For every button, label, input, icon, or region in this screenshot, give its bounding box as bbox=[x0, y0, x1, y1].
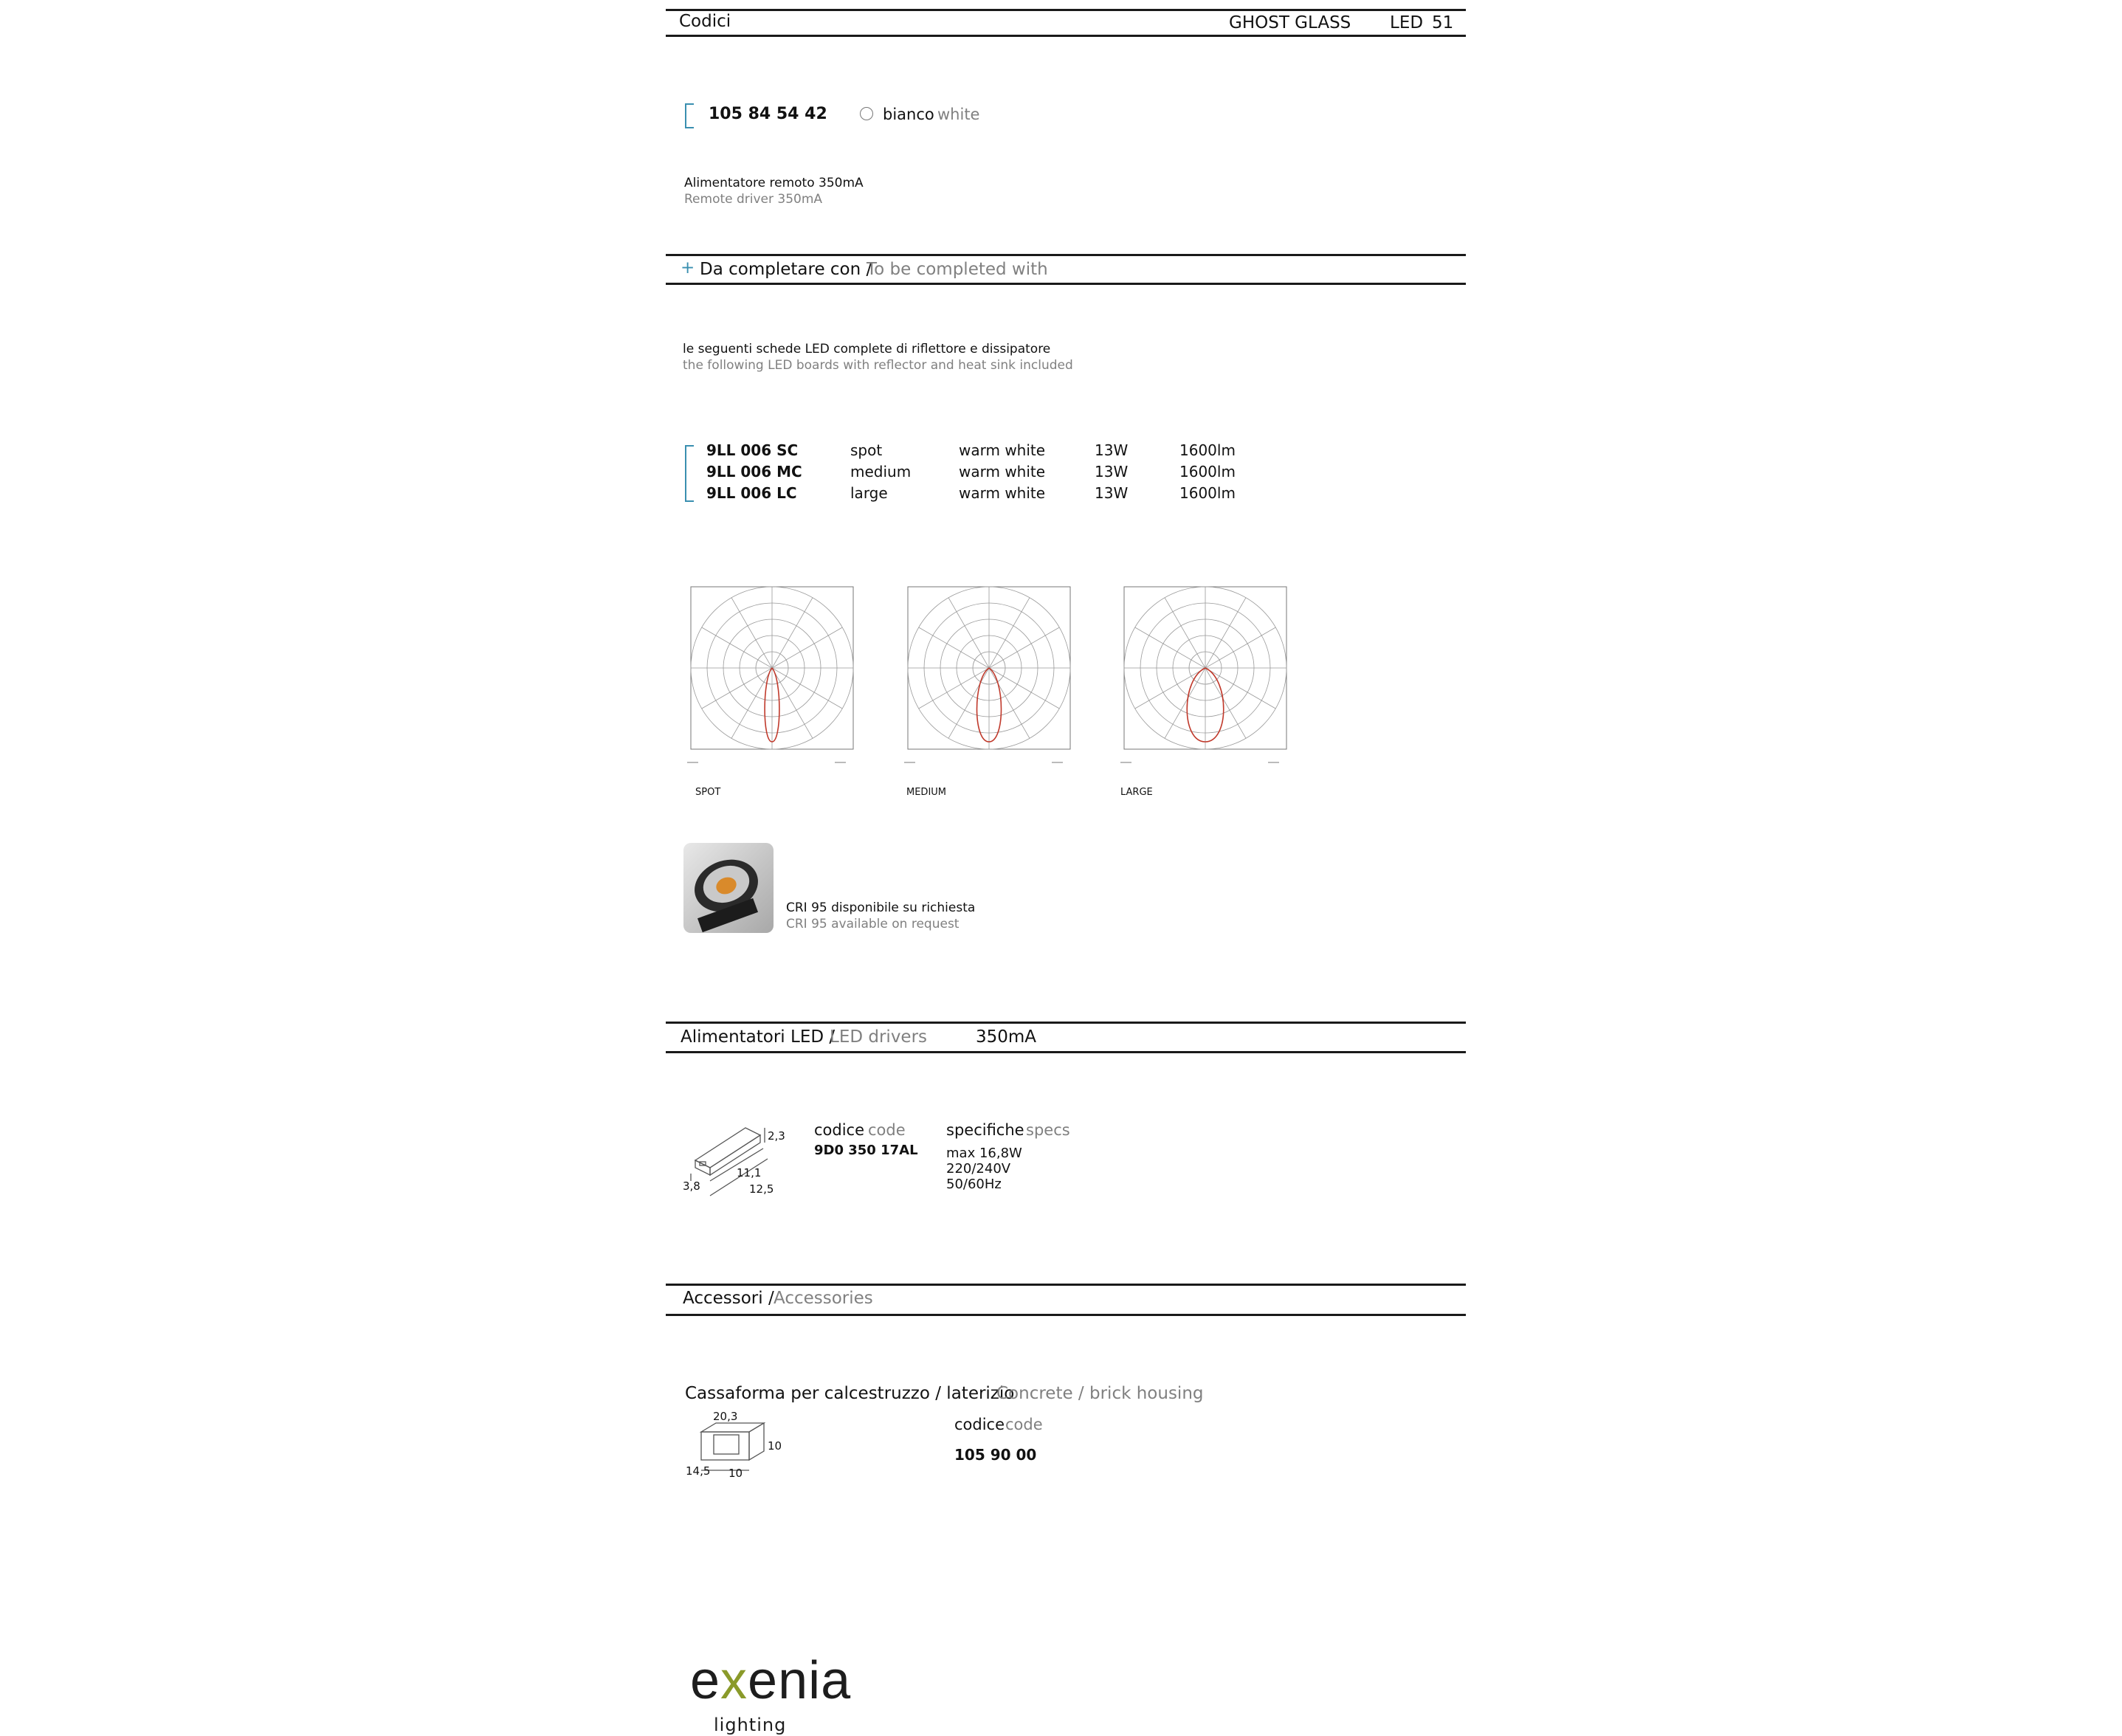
drivers-title-it: Alimentatori LED / bbox=[681, 1027, 836, 1047]
main-code: 105 84 54 42 bbox=[709, 105, 827, 123]
dim-total: 12,5 bbox=[749, 1182, 774, 1196]
board-code: 9LL 006 MC bbox=[706, 463, 802, 480]
driver-spec-label-en: specs bbox=[1026, 1121, 1070, 1139]
board-color: warm white bbox=[959, 463, 1046, 480]
page-number: 51 bbox=[1432, 13, 1454, 32]
polar-plot-medium bbox=[900, 579, 1078, 771]
driver-spec: 50/60Hz bbox=[946, 1177, 1002, 1192]
board-flux: 1600lm bbox=[1179, 463, 1236, 480]
housing-dim-width: 10 bbox=[728, 1467, 743, 1480]
board-flux: 1600lm bbox=[1179, 484, 1236, 502]
drivers-current: 350mA bbox=[976, 1027, 1037, 1047]
polar-plot-spot bbox=[683, 579, 861, 771]
accessory-code: 105 90 00 bbox=[954, 1446, 1037, 1464]
board-color: warm white bbox=[959, 441, 1046, 459]
driver-spec: max 16,8W bbox=[946, 1146, 1022, 1161]
driver-code-label-en: code bbox=[868, 1121, 906, 1139]
dim-height: 2,3 bbox=[768, 1129, 785, 1143]
complete-en: To be completed with bbox=[867, 260, 1048, 279]
accessories-bottom-rule bbox=[666, 1314, 1466, 1316]
complete-top-rule bbox=[666, 254, 1466, 256]
drivers-title-en: LED drivers bbox=[830, 1027, 928, 1047]
code-bracket bbox=[685, 103, 694, 128]
driver-spec: 220/240V bbox=[946, 1161, 1011, 1177]
top-rule bbox=[666, 9, 1466, 11]
driver-code: 9D0 350 17AL bbox=[814, 1143, 918, 1158]
plot-label-medium: MEDIUM bbox=[906, 787, 947, 798]
polar-plot-large bbox=[1117, 579, 1294, 771]
accessories-title-en: Accessories bbox=[774, 1289, 873, 1308]
drivers-top-rule bbox=[666, 1022, 1466, 1024]
complete-bottom-rule bbox=[666, 283, 1466, 285]
plot-label-large: LARGE bbox=[1120, 787, 1153, 798]
plus-icon: + bbox=[681, 258, 695, 278]
board-beam: large bbox=[850, 484, 888, 502]
driver-code-label-it: codice bbox=[814, 1121, 865, 1139]
housing-dim-depth: 14,5 bbox=[686, 1464, 711, 1478]
boards-bracket bbox=[685, 445, 694, 502]
header-bottom-rule bbox=[666, 35, 1466, 37]
brand-logo-sub: lighting bbox=[714, 1715, 787, 1735]
accessories-top-rule bbox=[666, 1284, 1466, 1286]
accessories-title-it: Accessori / bbox=[683, 1289, 774, 1308]
board-beam: spot bbox=[850, 441, 883, 459]
product-name: GHOST GLASS bbox=[1229, 13, 1351, 32]
color-it: bianco bbox=[883, 106, 934, 123]
board-code: 9LL 006 LC bbox=[706, 484, 797, 502]
accessory-code-label-en: code bbox=[1005, 1416, 1043, 1433]
board-power: 13W bbox=[1095, 441, 1129, 459]
dim-width: 3,8 bbox=[683, 1179, 700, 1193]
color-swatch-icon bbox=[860, 107, 873, 120]
board-power: 13W bbox=[1095, 463, 1129, 480]
boards-note-en: the following LED boards with reflector and heat sink included bbox=[683, 358, 1073, 373]
driver-note-it: Alimentatore remoto 350mA bbox=[684, 176, 864, 190]
led-module-photo bbox=[683, 843, 774, 933]
board-beam: medium bbox=[850, 463, 912, 480]
section-title: Codici bbox=[679, 12, 731, 31]
board-color: warm white bbox=[959, 484, 1046, 502]
brand-logo: exenia bbox=[690, 1651, 852, 1710]
cri-en: CRI 95 available on request bbox=[786, 917, 960, 931]
accessory-name-en: Concrete / brick housing bbox=[996, 1384, 1204, 1403]
board-flux: 1600lm bbox=[1179, 441, 1236, 459]
boards-note-it: le seguenti schede LED complete di riflettore e dissipatore bbox=[683, 342, 1051, 356]
led-label: LED bbox=[1390, 13, 1424, 32]
dim-length: 11,1 bbox=[737, 1166, 762, 1179]
accessory-name-it: Cassaforma per calcestruzzo / laterizio bbox=[685, 1384, 1015, 1403]
cri-it: CRI 95 disponibile su richiesta bbox=[786, 900, 976, 915]
board-code: 9LL 006 SC bbox=[706, 441, 799, 459]
driver-note-en: Remote driver 350mA bbox=[684, 192, 823, 207]
driver-spec-label-it: specifiche bbox=[946, 1121, 1024, 1139]
plot-label-spot: SPOT bbox=[695, 787, 721, 798]
drivers-bottom-rule bbox=[666, 1051, 1466, 1053]
complete-it: Da completare con / bbox=[700, 260, 872, 279]
housing-dim-top: 20,3 bbox=[713, 1410, 738, 1423]
accessory-code-label-it: codice bbox=[954, 1416, 1005, 1433]
board-power: 13W bbox=[1095, 484, 1129, 502]
housing-dim-height: 10 bbox=[768, 1439, 782, 1453]
color-en: white bbox=[937, 106, 980, 123]
